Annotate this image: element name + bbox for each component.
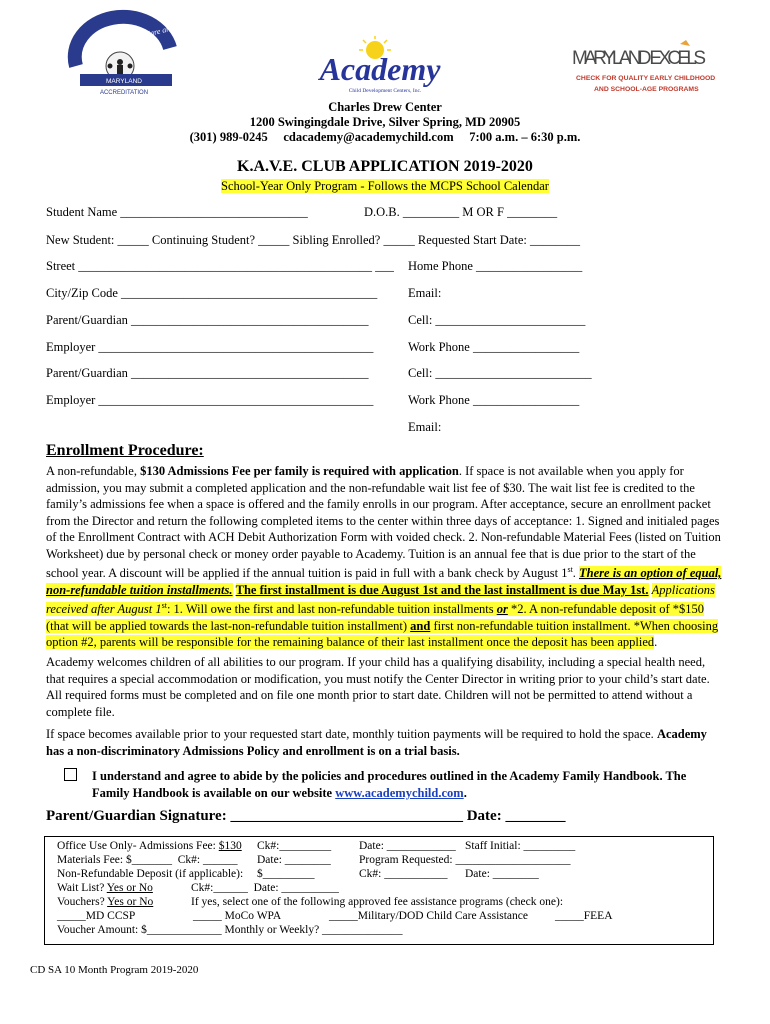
parent-guardian-field-2[interactable]: Parent/Guardian ______________________________________ — [46, 366, 369, 380]
home-phone-field[interactable]: Home Phone _________________ — [408, 259, 583, 273]
work-phone-field-2[interactable]: Work Phone _________________ — [408, 393, 580, 407]
email-field-2[interactable]: Email: — [408, 420, 442, 434]
cell-field-2[interactable]: Cell: _________________________ — [408, 366, 592, 380]
city-zip-field[interactable]: City/Zip Code _________________________________________ — [46, 286, 378, 300]
email-field-1[interactable]: Email: — [408, 286, 442, 300]
work-phone-field-1[interactable]: Work Phone _________________ — [408, 340, 580, 354]
office-date-3[interactable]: Date: ________ — [465, 868, 539, 880]
office-ck-3[interactable]: Ck#: ___________ — [359, 868, 448, 880]
office-vouchers-instruction: If yes, select one of the following approved fee assistance programs (check one): — [191, 896, 564, 908]
logo-right-sub2: AND SCHOOL-AGE PROGRAMS — [594, 86, 699, 93]
agree-statement: I understand and agree to abide by the policies and procedures outlined in the Academy Family Handbook. The Family Handbook is available on our website www.academychild.com. — [92, 769, 687, 800]
parent-guardian-field-1[interactable]: Parent/Guardian ______________________________________ — [46, 313, 369, 327]
office-ck-1[interactable]: Ck#:_________ — [257, 840, 332, 852]
center-name: Charles Drew Center — [328, 100, 442, 114]
cell-field-1[interactable]: Cell: ________________________ — [408, 313, 586, 327]
logo-right-name: MARYLAND EXCELS — [572, 48, 706, 69]
logo-right-sub1: CHECK FOR QUALITY EARLY CHILDHOOD — [576, 75, 716, 82]
office-wait-list: Wait List? Yes or No — [57, 882, 153, 894]
office-voucher-amount[interactable]: Voucher Amount: $_____________ Monthly or Weekly? ______________ — [57, 924, 403, 936]
logo-mid-sub: Child Development Centers, Inc. — [348, 88, 422, 94]
center-address: 1200 Swingingdale Drive, Silver Spring, MD 20905 — [249, 115, 521, 129]
center-contact: (301) 989-0245 cdacademy@academychild.com 7:00 a.m. – 6:30 p.m. — [189, 130, 581, 144]
dob-gender-field[interactable]: D.O.B. _________ M OR F ________ — [364, 205, 558, 219]
employer-field-2[interactable]: Employer ____________________________________________ — [46, 393, 374, 407]
footer-text: CD SA 10 Month Program 2019-2020 — [30, 964, 199, 976]
office-admissions-amount: $130 — [218, 840, 242, 852]
maryland-accreditation-logo — [58, 14, 209, 98]
office-admissions-label: Office Use Only- Admissions Fee: — [57, 840, 219, 852]
office-deposit-amount[interactable]: $_________ — [257, 868, 315, 880]
student-name-field[interactable]: Student Name ______________________________ — [46, 205, 308, 219]
enrollment-paragraph: A non-refundable, $130 Admissions Fee per family is required with application. If space is not available when you apply for admission, you may submit a completed application and the non-refundable wait list fee of $30. The wait list fee is credited to the family’s admissions fee when a space is offered and the family enrolls in our program. After acceptance, secure an enrollment packet from the Director and return the following completed items to the center within three days of acceptance: 1. Signed and initialed pages of the Enrollment Contract with ACH Debit Authorization Form with voided check. 2. Non-refundable Material Fees (listed on Tuition Worksheet) due by personal check or money order payable to Academy. Tuition is an annual fee that is due prior to the start of the school year. A discount will be applied if the annual tuition is paid in full with a bank check by August 1st. There is an option of equal, non-refundable tuition installments. The first installment is due August 1st and the last installment is due May 1st. Applications received after August 1st: 1. Will owe the first and last non-refundable tuition installments or *2. A non-refundable deposit of *$150 (that will be applied towards the last-non-refundable tuition installment) and first non-refundable tuition installment. *When choosing option #2, parents will be responsible for the remaining balance of their last installment once the deposit has been applied. — [46, 464, 722, 650]
office-wait-list-ck[interactable]: Ck#:______ Date: __________ — [191, 882, 339, 894]
logo-arc-text: Excellence in Care and Education — [100, 14, 209, 50]
page-subtitle: School-Year Only Program - Follows the MCPS School Calendar — [221, 179, 549, 193]
office-use-box — [44, 836, 714, 945]
office-deposit-label: Non-Refundable Deposit (if applicable): — [57, 868, 244, 880]
logo-left-sub: ACCREDITATION — [99, 90, 149, 96]
option-feea[interactable]: _____FEEA — [555, 910, 613, 922]
option-moco-wpa[interactable]: _____ MoCo WPA — [193, 910, 282, 922]
signature-line[interactable]: Parent/Guardian Signature: _______________________________ Date: ________ — [46, 808, 566, 824]
student-status-line[interactable]: New Student: _____ Continuing Student? _____ Sibling Enrolled? _____ Requested Start Date: ________ — [46, 233, 580, 247]
academy-website-link[interactable]: www.academychild.com — [335, 785, 464, 800]
logo-mid-name: Academy — [319, 51, 441, 87]
street-field[interactable]: Street _______________________________________________ ___ — [46, 259, 394, 273]
office-materials-fee[interactable]: Materials Fee: $_______ Ck#: ______ — [57, 854, 238, 866]
office-date-2[interactable]: Date: ________ — [257, 854, 331, 866]
enrollment-heading: Enrollment Procedure: — [46, 442, 204, 459]
accommodation-paragraph: Academy welcomes children of all abilities to our program. If your child has a qualifying disability, including a special health need, that requires a special accommodation or modification, you must notify the Center Director in writing prior to your child’s start date. All required forms must be completed and on file one month prior to start date. Children will not be permitted to attend without a complete file. — [46, 655, 710, 719]
office-staff-initial[interactable]: Staff Initial: _________ — [465, 840, 576, 852]
logo-left-name: MARYLAND — [105, 78, 143, 85]
office-vouchers: Vouchers? Yes or No — [57, 896, 154, 908]
office-date-1[interactable]: Date: ____________ — [359, 840, 456, 852]
office-program-requested[interactable]: Program Requested: ____________________ — [359, 854, 571, 866]
academy-logo — [305, 36, 455, 100]
maryland-excels-logo — [572, 40, 722, 98]
employer-field-1[interactable]: Employer ____________________________________________ — [46, 340, 374, 354]
page-title: K.A.V.E. CLUB APPLICATION 2019-2020 — [237, 158, 533, 175]
option-md-ccsp[interactable]: _____MD CCSP — [57, 910, 136, 922]
agree-checkbox[interactable] — [64, 768, 77, 781]
option-military-dod[interactable]: _____Military/DOD Child Care Assistance — [329, 910, 528, 922]
trial-basis-paragraph: If space becomes available prior to your requested start date, monthly tuition payments will be required to hold the space. Academy has a non-discriminatory Admissions Policy and enrollment is on a trial basis. — [46, 727, 707, 758]
